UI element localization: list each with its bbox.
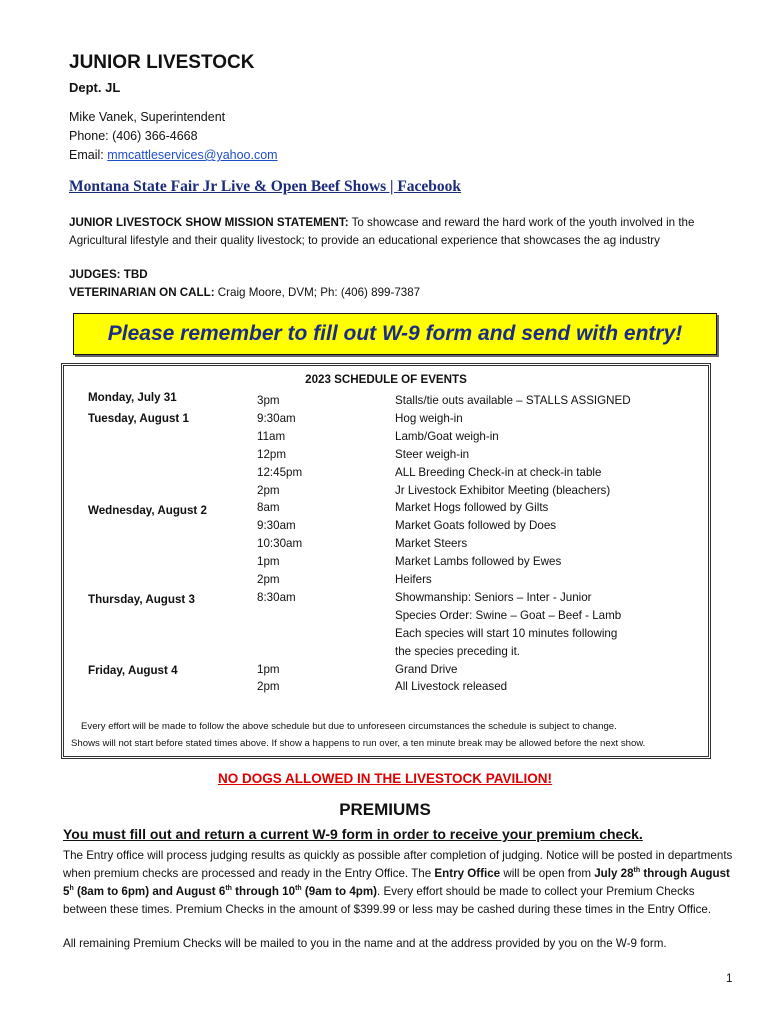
- schedule-event: Market Hogs followed by Gilts: [395, 501, 549, 515]
- mission-statement: [69, 214, 739, 250]
- premium-mail-notice: All remaining Premium Checks will be mailed to you in the name and at the address provided by you on the W-9 form.: [63, 937, 667, 950]
- email-link[interactable]: mmcattleservices@yahoo.com: [107, 148, 278, 162]
- judges-vet: [69, 266, 420, 302]
- schedule-time: 1pm: [257, 555, 280, 569]
- premiums-heading: PREMIUMS: [339, 800, 431, 819]
- schedule-note-1: Every effort will be made to follow the above schedule but due to unforeseen circumstances the schedule is subject to change.: [81, 721, 617, 732]
- email-label: Email:: [69, 148, 108, 162]
- schedule-event: Grand Drive: [395, 662, 458, 676]
- schedule-event: Each species will start 10 minutes following: [395, 626, 618, 640]
- schedule-event: Market Steers: [395, 537, 468, 551]
- phone: Phone: (406) 366-4668: [69, 129, 198, 143]
- date-text: through 10: [231, 885, 296, 898]
- ordinal: th: [225, 885, 232, 893]
- schedule-time: 1pm: [257, 662, 280, 676]
- w9-notice: You must fill out and return a current W-9 form in order to receive your premium check.: [63, 826, 643, 842]
- vet-line: [69, 284, 420, 302]
- schedule-time: 2pm: [257, 483, 280, 497]
- schedule-time: 11am: [257, 429, 286, 443]
- date-text: (8am to 6pm) and August 6: [73, 885, 226, 898]
- schedule-event: Stalls/tie outs available – STALLS ASSIGNED: [395, 394, 631, 407]
- schedule-time: 12:45pm: [257, 465, 303, 479]
- schedule-time: 8:30am: [257, 590, 296, 604]
- schedule-event: Market Lambs followed by Ewes: [395, 555, 562, 569]
- schedule-time: 8am: [257, 501, 280, 515]
- mission-label: JUNIOR LIVESTOCK SHOW MISSION STATEMENT:: [69, 216, 349, 229]
- judges: JUDGES: TBD: [69, 268, 148, 281]
- schedule-event: the species preceding it.: [395, 644, 521, 658]
- day-thursday: Thursday, August 3: [88, 593, 195, 606]
- date-text: (9am to 4pm): [301, 885, 378, 898]
- schedule-note-2: Shows will not start before stated times above. If show a happens to run over, a ten minute break may be allowed before the next show.: [71, 738, 646, 749]
- schedule-event: Lamb/Goat weigh-in: [395, 429, 499, 443]
- banner-text: Please remember to fill out W-9 form and send with entry!: [107, 322, 683, 345]
- schedule-event: ALL Breeding Check-in at check-in table: [395, 465, 602, 479]
- schedule-event: Jr Livestock Exhibitor Meeting (bleachers): [395, 483, 611, 497]
- day-friday: Friday, August 4: [88, 664, 178, 677]
- superintendent: Mike Vanek, Superintendent: [69, 110, 226, 124]
- vet-label: VETERINARIAN ON CALL:: [69, 286, 215, 299]
- entry-office: Entry Office: [434, 867, 501, 880]
- ordinal: th: [295, 885, 302, 893]
- day-monday: Monday, July 31: [88, 391, 177, 404]
- vet-text: Craig Moore, DVM; Ph: (406) 899-7387: [214, 286, 421, 299]
- mission-text: To showcase and reward the hard work of the youth involved in the Agricultural lifestyle and their quality livestock; to provide an educational experience that showcases the ag industry: [69, 216, 695, 247]
- schedule-box: [61, 363, 711, 759]
- day-tuesday: Tuesday, August 1: [88, 412, 189, 425]
- schedule-time: 9:30am: [257, 411, 296, 425]
- schedule-time: 12pm: [257, 447, 287, 461]
- schedule-event: All Livestock released: [395, 680, 508, 694]
- schedule-event: Hog weigh-in: [395, 411, 463, 425]
- day-wednesday: Wednesday, August 2: [88, 504, 207, 517]
- premium-paragraph: [63, 847, 735, 919]
- para-text: . Every effort should be made to collect your Premium Checks between these times. Premium Checks in the amount of $399.99 or less may be cashed during these times in the Entry Office.: [63, 885, 712, 916]
- no-dogs-notice: NO DOGS ALLOWED IN THE LIVESTOCK PAVILION!: [217, 771, 552, 786]
- page-title: JUNIOR LIVESTOCK: [69, 52, 255, 73]
- schedule-time: 2pm: [257, 573, 280, 586]
- schedule-event: Steer weigh-in: [395, 447, 470, 461]
- para-text: will be open from: [500, 867, 595, 880]
- page-number: 1: [726, 972, 733, 985]
- email-line: [69, 148, 278, 162]
- date-text: July 28: [594, 867, 634, 880]
- schedule-time: 9:30am: [257, 519, 296, 533]
- ordinal: th: [633, 867, 641, 875]
- schedule-event: Market Goats followed by Does: [395, 519, 557, 533]
- schedule-event: Showmanship: Seniors – Inter - Junior: [395, 590, 592, 604]
- schedule-title: 2023 SCHEDULE OF EVENTS: [305, 373, 467, 386]
- schedule-time: 10:30am: [257, 537, 303, 551]
- department-code: Dept. JL: [69, 80, 121, 95]
- schedule-event: Species Order: Swine – Goat – Beef - Lamb: [395, 608, 622, 622]
- ordinal: h: [69, 885, 74, 893]
- date-text: through August 5: [63, 867, 730, 898]
- schedule-event: Heifers: [395, 573, 432, 586]
- para-text: The Entry office will process judging results as quickly as possible after completion of judging. Notice will be posted in departments when premium checks are processed and ready in the Entry Office. The: [63, 849, 733, 880]
- facebook-link[interactable]: Montana State Fair Jr Live & Open Beef Shows | Facebook: [69, 178, 462, 195]
- w9-reminder-banner: [73, 313, 717, 355]
- schedule-time: 2pm: [257, 680, 280, 694]
- schedule-time: 3pm: [257, 394, 280, 407]
